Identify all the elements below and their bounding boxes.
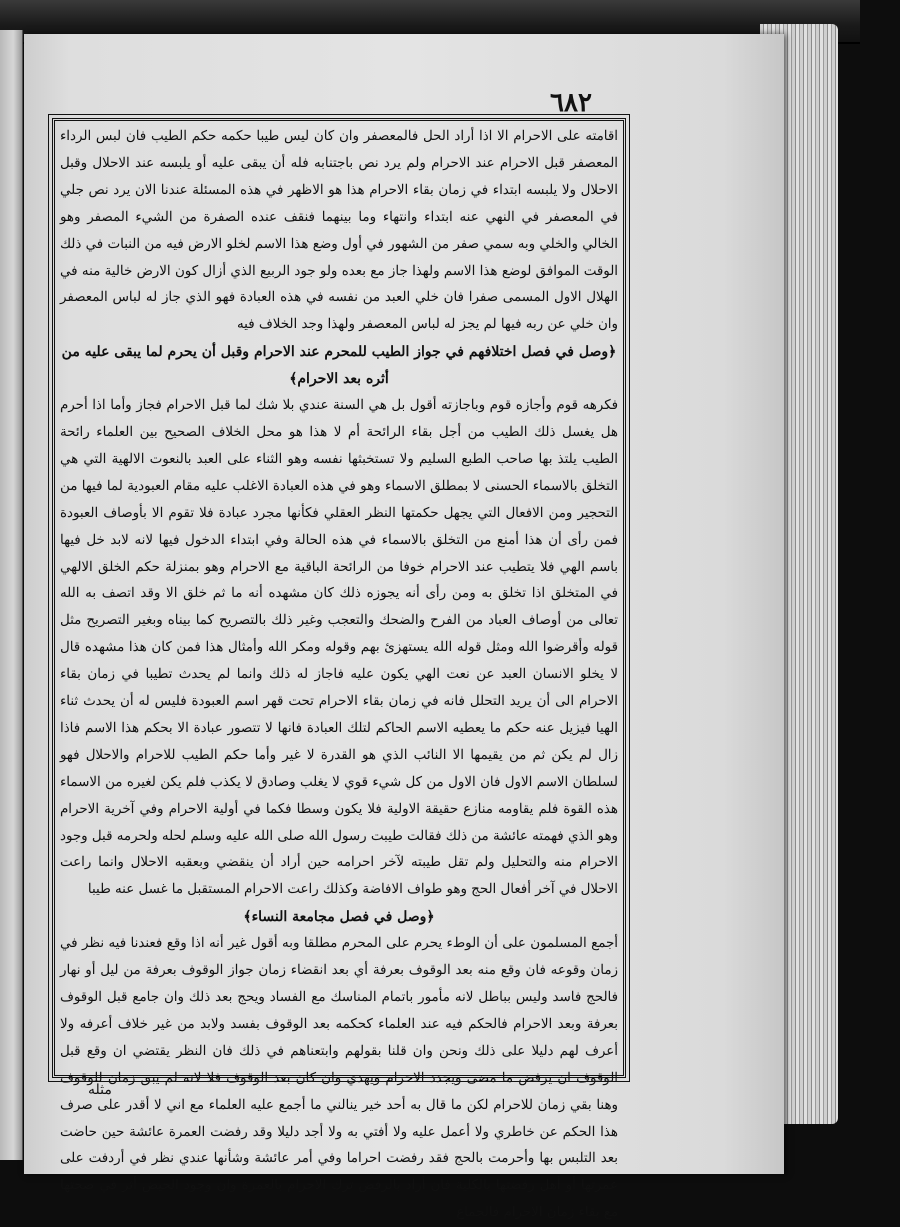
paragraph-2: فكرهه قوم وأجازه قوم وباجازته أقول بل هي السنة عندي بلا شك لما قبل الاحرام فجاز وأما اذا أحرم هل يغسل ذلك الطيب من أجل بقاء الرائحة أم لا هذا هو محل الخلاف الصحيح بين العلماء رائحة الطيب يلتذ بها صاحب الطبع السليم ولا تستخبثها نفسه وهو الثناء على العبد بالنعوت الالهية التي هي التخلق بالاسماء الحسنى لا بمطلق الاسماء وهو في هذه العبادة الاغلب عليه مقام العبودية لما فيها من التحجير ومن الافعال التي يجهل حكمتها النظر العقلي فكأنها مجرد عبادة فلا تقوم الا بأوصاف العبودة فمن رأى أن هذا أمنع من التخلق بالاسماء في هذه الحالة وفي ابتداء الدخول فيها لانه لابد خل فيها باسم الهي فلا يتطيب عند الاحرام خوفا من الرائحة الباقية مع الاحرام وهو بمنزلة حكم الخلق الالهي في المتخلق اذا تخلق به ومن رأى أنه يجوزه ذلك كان مشهده أنه ما ثم خلق الا وقد اتصف به الله تعالى من أوصاف العباد من الفرح والضحك والتعجب وغير ذلك بالتصريح كما بيناه وبغير التصريح مثل قوله وأقرضوا الله ومثل قوله الله يستهزئ بهم وقوله ومكر الله وأمثال هذا فمن كان هذا مشهده قال لا يخلو الانسان العبد عن نعت الهي يكون عليه فاجاز له ذلك وانما لم يحدث تطيبا في زمان بقاء الاحرام الى أن يريد التحلل فانه في زمان بقاء الاحرام تحت قهر اسم العبودة فليس له أن يحدث ثناء الهيا فيزيل عنه حكم ما يعطيه الاسم الحاكم لتلك العبادة فانها لا تتصور عبادة الا بحكم هذا الاسم فاذا زال لم يكن ثم من يقيمها الا النائب الذي هو القدرة لا غير وأما حكم الطيب للاحرام والاحلال فهو لسلطان الاسم الاول فان الاول من كل شيء قوي لا يغلب وصادق لا يكذب فلم يكن لغيره من الاسماء هذه القوة فلم يقاومه منازع حقيقة الاولية فلا يكون وسطا فكما في أولية الاحرام وفي آخرية الاحرام وهو الذي فهمته عائشة من ذلك فقالت طيبت رسول الله صلى الله عليه وسلم لحله ولحرمه قبل وجود الاحرام منه والتحليل ولم تقل طيبته لآخر احرامه حين أراد أن ينقضي وبعقبه الاحلال وانما راعت الاحلال في آخر أفعال الحج وهو طواف الافاضة وكذلك راعت الاحرام المستقبل ما غسل عنه طيبا: [60, 398, 618, 898]
paragraph-1: اقامته على الاحرام الا اذا أراد الحل فالمعصفر وان كان ليس طيبا حكمه حكم الطيب فان لبس الرداء المعصفر قبل الاحرام عند الاحرام ولم يرد نص باجتنابه فله أن يبقى عليه أو يلبسه عند الاحلال وقبل الاحلال ولا يلبسه ابتداء في زمان بقاء الاحرام هذا هو الاظهر في هذه المسئلة عندنا الان يرد نص جلي في المعصفر في النهي عنه ابتداء وانتهاء وما بينهما فنقف عنده الصفرة من الشيء المصفر وهو الخالي والخلي وبه سمي صفر من الشهور في أول وضع هذا الاسم لخلو الارض فيه من النبات في ذلك الوقت الموافق لوضع هذا الاسم ولهذا جاز مع بعده ولو جود الربيع الذي أزال كون الارض خالية منه في الهلال الاول المسمى صفرا فان خلي العبد من نفسه في هذه العبادة فهو الذي جاز له لباس المعصفر وان خلي عن ربه فيها لم يجز له لباس المعصفر ولهذا وجد الخلاف فيه: [60, 129, 618, 333]
section-heading-intercourse: ﴿وصل في فصل مجامعة النساء﴾: [243, 909, 435, 926]
paragraph-3: أجمع المسلمون على أن الوطء يحرم على المحرم مطلقا وبه أقول غير أنه اذا وقع فعندنا فيه نظر في زمان وقوعه فان وقع منه بعد الوقوف بعرفة أي بعد انقضاء زمان جواز الوقوف بعرفة من ليل أو نهار فالحج فاسد وليس بباطل لانه مأمور باتمام المناسك مع الفساد ويحج بعد ذلك وان جامع قبل الوقوف بعرفة وبعد الاحرام فالحكم فيه عند العلماء كحكمه بعد الوقوف بفسد ولابد من غير خلاف أعرفه ولا أعرف لهم دليلا على ذلك ونحن وان قلنا بقولهم وابتعناهم في ذلك فان النظر يقتضي ان وقع قبل الوقوف ان يرفض ما مضى ويجدد الاحرام ويهدي وان كان بعد الوقوف فلا لانه لم يبق زمان للوقوف وهنا بقي زمان للاحرام لكن ما قال به أحد خير ينالني ما أجمع عليه العلماء مع اني لا أقدر على صرف هذا الحكم عن خاطري ولا أعمل عليه ولا أفتي به ولا أجد دليلا وقد رفضت العمرة عائشة حين حاضت بعد التلبس بها وأحرمت بالحج فقد رفضت احراما وفي أمر عائشة وشأنها عندي نظر في أردفت على عمرتها أو أهل رفضتها بالكلية فان أراد بالرفض ترك الاحرام بالعمرة وان وجود الحيض أثر في صحتها مع بقاء زمان الاحرام فالجماع: [60, 936, 618, 1221]
left-page-edge: [0, 30, 23, 1160]
page-number: ٦٨٢: [550, 88, 592, 118]
section-heading-perfume: ﴿وصل في فصل اختلافهم في جواز الطيب للمحرم عند الاحرام وقبل أن يحرم لما يبقى عليه من أثره بعد الاحرام﴾: [61, 344, 617, 388]
catchword: مثله: [88, 1082, 112, 1098]
